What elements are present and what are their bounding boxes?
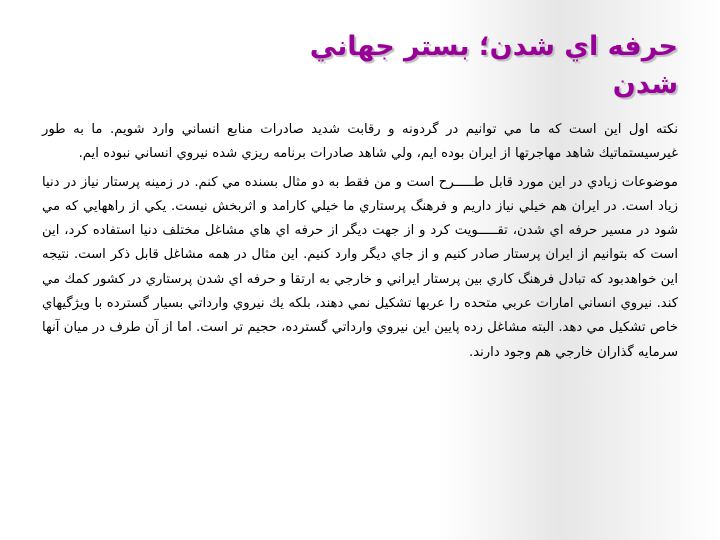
slide-title: [118, 28, 678, 104]
body-paragraph-1-text: نكته اول اين است كه ما مي توانيم در گردونه و رقابت شديد صادرات منابع انساني وارد شويم. ما به طور غيرسيستماتيك شاهد مهاجرتها از ايران بوده ايم، ولي شاهد صادرات برنامه ريزي شده نيروي انساني نبوده ايم.: [42, 122, 678, 162]
slide-title-line-1: حرفه اي شدن؛ بستر جهاني: [309, 31, 678, 62]
body-paragraph-2: [42, 171, 678, 365]
slide-body: [42, 118, 678, 369]
body-paragraph-2-text: موضوعات زيادي در اين مورد قابل طـــــرح است و من فقط به دو مثال بسنده مي كنم. در زمينه پرستار نياز در دنيا زياد است. در ايران هم خيلي نياز داريم و فرهنگ پرستاري ما خيلي كارامد و اثربخش نيست. يكي از راههايي كه مي شود در مسير حرفه اي شدن، تقـــــويت كرد و از جهت ديگر از حرفه اي هاي مشاغل مختلف دنيا استفاده كرد، اين است كه بتوانيم از ايران پرستار صادر كنيم و از جاي ديگر وارد كنيم. اين مثال در همه مشاغل قابل ذكر است. نتيجه اين خواهدبود كه تبادل فرهنگ كاري بين پرستار ايراني و خارجي به ارتقا و حرفه اي شدن پرستاري در كشور كمك مي كند. نيروي انساني امارات عربي متحده را عربها تشكيل نمي دهند، بلكه يك نيروي وارداتي بسيار گسترده با ويژگيهاي خاص تشكيل مي دهد. البته مشاغل رده پايين اين نيروي وارداتي گسترده، حجيم تر است. اما از آن طرف در ميان آنها سرمايه گذاران خارجي هم وجود دارند.: [42, 174, 678, 360]
slide-title-line-2: شدن: [612, 69, 678, 100]
body-paragraph-1: [42, 118, 678, 167]
